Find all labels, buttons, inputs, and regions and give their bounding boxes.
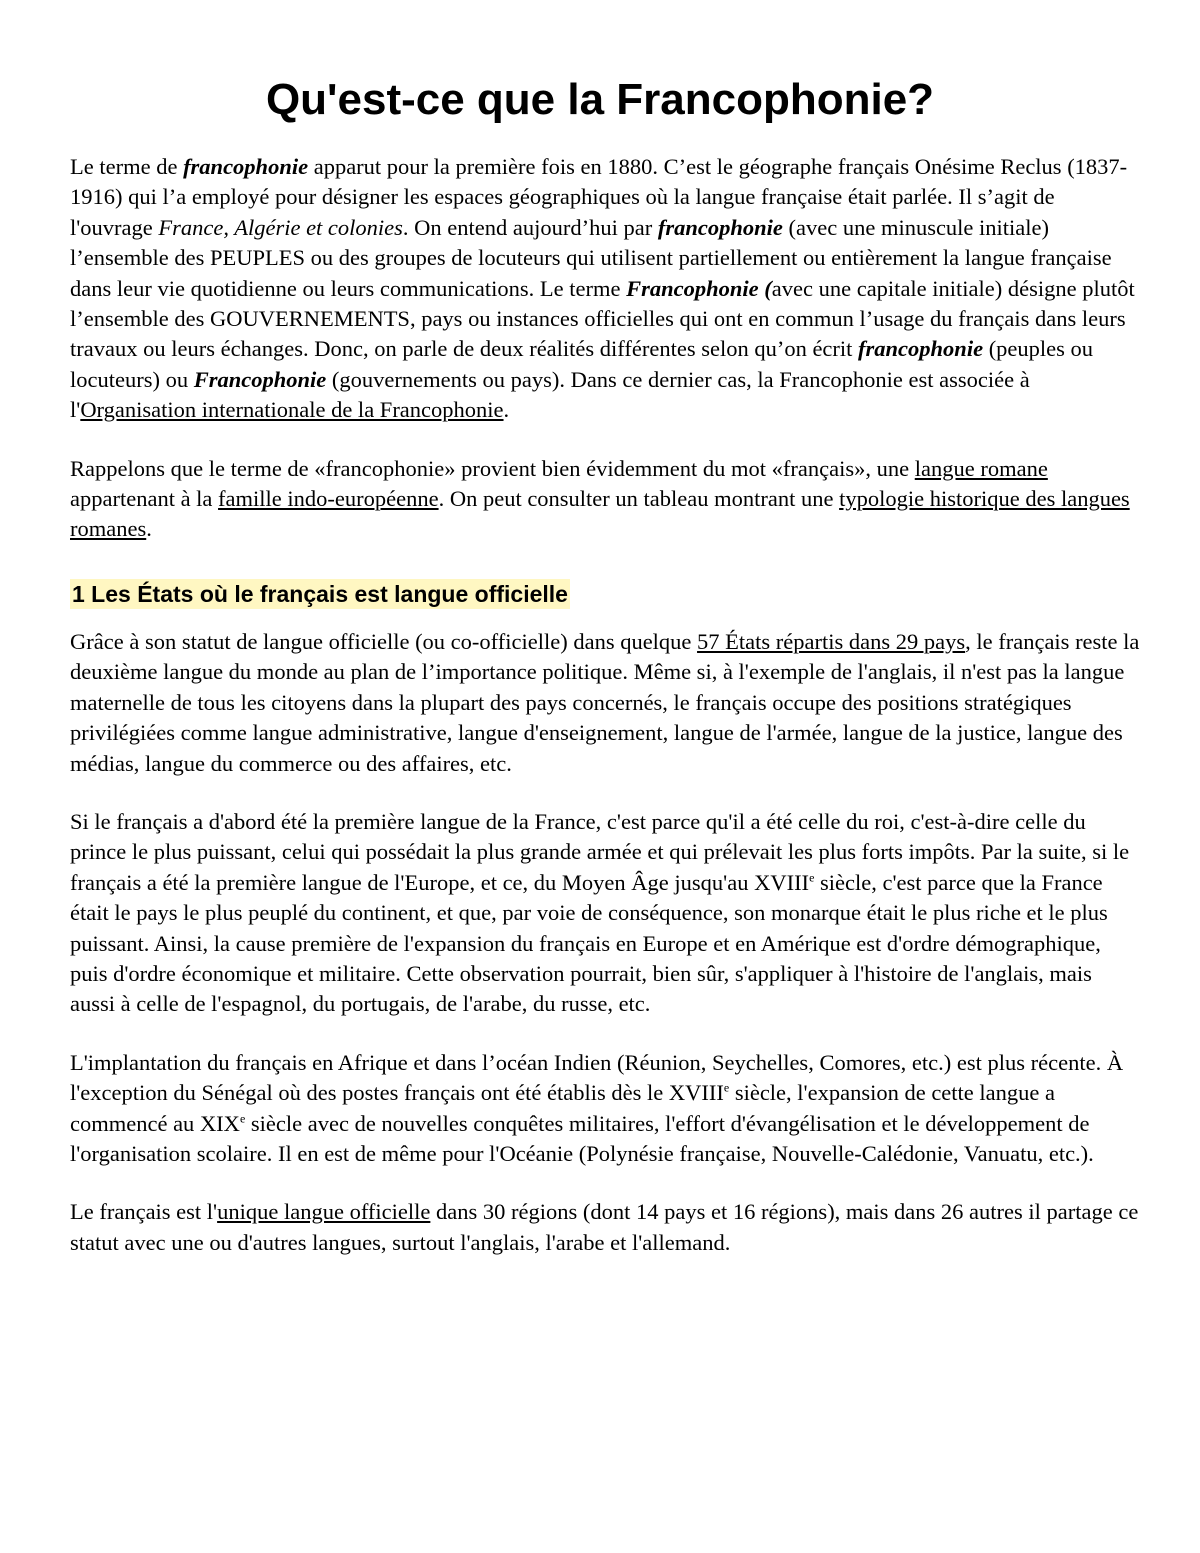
paragraph-africa <box>70 1048 1140 1170</box>
paragraph-romance <box>70 454 1140 545</box>
text-span: (gouvernements ou pays). Dans ce dernier cas, la Francophonie est associée à l' <box>70 366 1030 423</box>
term-francophonie-capital: Francophonie ( <box>626 275 772 301</box>
superscript: e <box>809 870 815 885</box>
book-title: France, Algérie et colonies <box>158 214 403 240</box>
link-typologie-langues-romanes[interactable]: typologie historique des langues romanes <box>70 486 1130 542</box>
text-span: Le français est l' <box>70 1199 218 1225</box>
link-unique-langue-officielle[interactable]: unique langue officielle <box>217 1199 431 1225</box>
term-francophonie: francophonie <box>183 154 309 179</box>
text-span: (peuples ou locuteurs) ou <box>70 336 1094 392</box>
term-francophonie-capital: Francophonie <box>193 366 327 392</box>
term-francophonie: francophonie <box>657 214 783 240</box>
text-span: Grâce à son statut de langue officielle (ou co-officielle) dans quelque <box>70 628 698 654</box>
roman-numeral: XVIII <box>754 869 810 895</box>
link-57-etats[interactable]: 57 États répartis dans 29 pays <box>697 628 966 654</box>
text-span: . <box>146 516 152 542</box>
text-span: avec une capitale initiale) désigne plutôt l’ensemble des GOUVERNEMENTS, pays ou instances officielles qui ont en commun l’usage du français dans leurs travaux ou leurs échanges. Donc, on parle de deux réalités différentes selon qu’on écrit <box>70 275 1135 362</box>
link-oif[interactable]: Organisation internationale de la Francophonie <box>80 397 504 423</box>
text-span: Le terme de <box>70 154 184 179</box>
roman-numeral: XIX <box>199 1110 240 1136</box>
text-span: siècle, c'est parce que la France était le pays le plus peuplé du continent, et que, par voie de conséquence, son monarque était le plus riche et le plus puissant. Ainsi, la cause première de l'expansion du français en Europe et en Amérique est d'ordre démographique, puis d'ordre économique et militaire. Cette observation pourrait, bien sûr, s'appliquer à l'histoire de l'anglais, mais aussi à celle de l'espagnol, du portugais, de l'arabe, du russe, etc. <box>70 869 1108 1017</box>
text-span: L'implantation du français en Afrique et dans l’océan Indien (Réunion, Seychelles, Comores, etc.) est plus récente. À l'exception du Sénégal où des postes français ont été établis dès le <box>70 1049 1124 1106</box>
section-heading: 1 Les États où le français est langue officielle <box>72 580 568 607</box>
text-span: . On peut consulter un tableau montrant une <box>438 486 840 512</box>
link-langue-romane[interactable]: langue romane <box>914 455 1048 481</box>
link-famille-indo-europeenne[interactable]: famille indo-européenne <box>218 486 439 512</box>
text-span: siècle, l'expansion de cette langue a commencé au <box>70 1080 1055 1136</box>
paragraph-history <box>70 807 1140 1020</box>
roman-numeral: XVIII <box>668 1080 724 1106</box>
paragraph-intro <box>70 152 1140 426</box>
page-title: Qu'est-ce que la Francophonie? <box>265 75 935 124</box>
superscript: e <box>239 1111 246 1126</box>
paragraph-unique-official <box>70 1197 1140 1258</box>
text-span: (avec une minuscule initiale) l’ensemble des PEUPLES ou des groupes de locuteurs qui utilisent partiellement ou entièrement la langue française dans leur vie quotidienne ou leurs communications. Le terme <box>70 214 1112 301</box>
text-span: , le français reste la deuxième langue du monde au plan de l’importance politique. Même si, à l'exemple de l'anglais, il n'est pas la langue maternelle de tous les citoyens dans la plupart des pays concernés, le français occupe des positions stratégiques privilégiées comme langue administrative, langue d'enseignement, langue de l'armée, langue de la justice, langue des médias, langue du commerce ou des affaires, etc. <box>70 628 1140 776</box>
text-span: . <box>503 397 510 423</box>
text-span: . On entend aujourd’hui par <box>402 214 658 240</box>
document-body <box>70 152 1140 1286</box>
superscript: e <box>723 1080 730 1095</box>
section-heading-wrap <box>70 573 1140 627</box>
text-span: Si le français a d'abord été la première langue de la France, c'est parce qu'il a été celle du roi, c'est-à-dire celle du prince le plus puissant, celui qui possédait la plus grande armée et qui prélevait les plus forts impôts. Par la suite, si le français a été la première langue de l'Europe, et ce, du Moyen Âge jusqu'au <box>70 808 1130 895</box>
text-span: Rappelons que le terme de «francophonie» provient bien évidemment du mot «français», une <box>70 455 915 481</box>
text-span: appartenant à la <box>70 486 219 512</box>
text-span: apparut pour la première fois en 1880. C’est le géographe français Onésime Reclus (1837-1916) qui l’a employé pour désigner les espaces géographiques où la langue française était parlée. Il s’agit de l'ouvrage <box>70 154 1128 240</box>
text-span: siècle avec de nouvelles conquêtes militaires, l'effort d'évangélisation et le développement de l'organisation scolaire. Il en est de même pour l'Océanie (Polynésie française, Nouvelle-Calédonie, Vanuatu, etc.). <box>70 1110 1094 1166</box>
paragraph-official-status <box>70 627 1140 779</box>
term-francophonie: francophonie <box>858 336 984 362</box>
text-span: dans 30 régions (dont 14 pays et 16 régions), mais dans 26 autres il partage ce statut avec une ou d'autres langues, surtout l'anglais, l'arabe et l'allemand. <box>70 1199 1139 1255</box>
